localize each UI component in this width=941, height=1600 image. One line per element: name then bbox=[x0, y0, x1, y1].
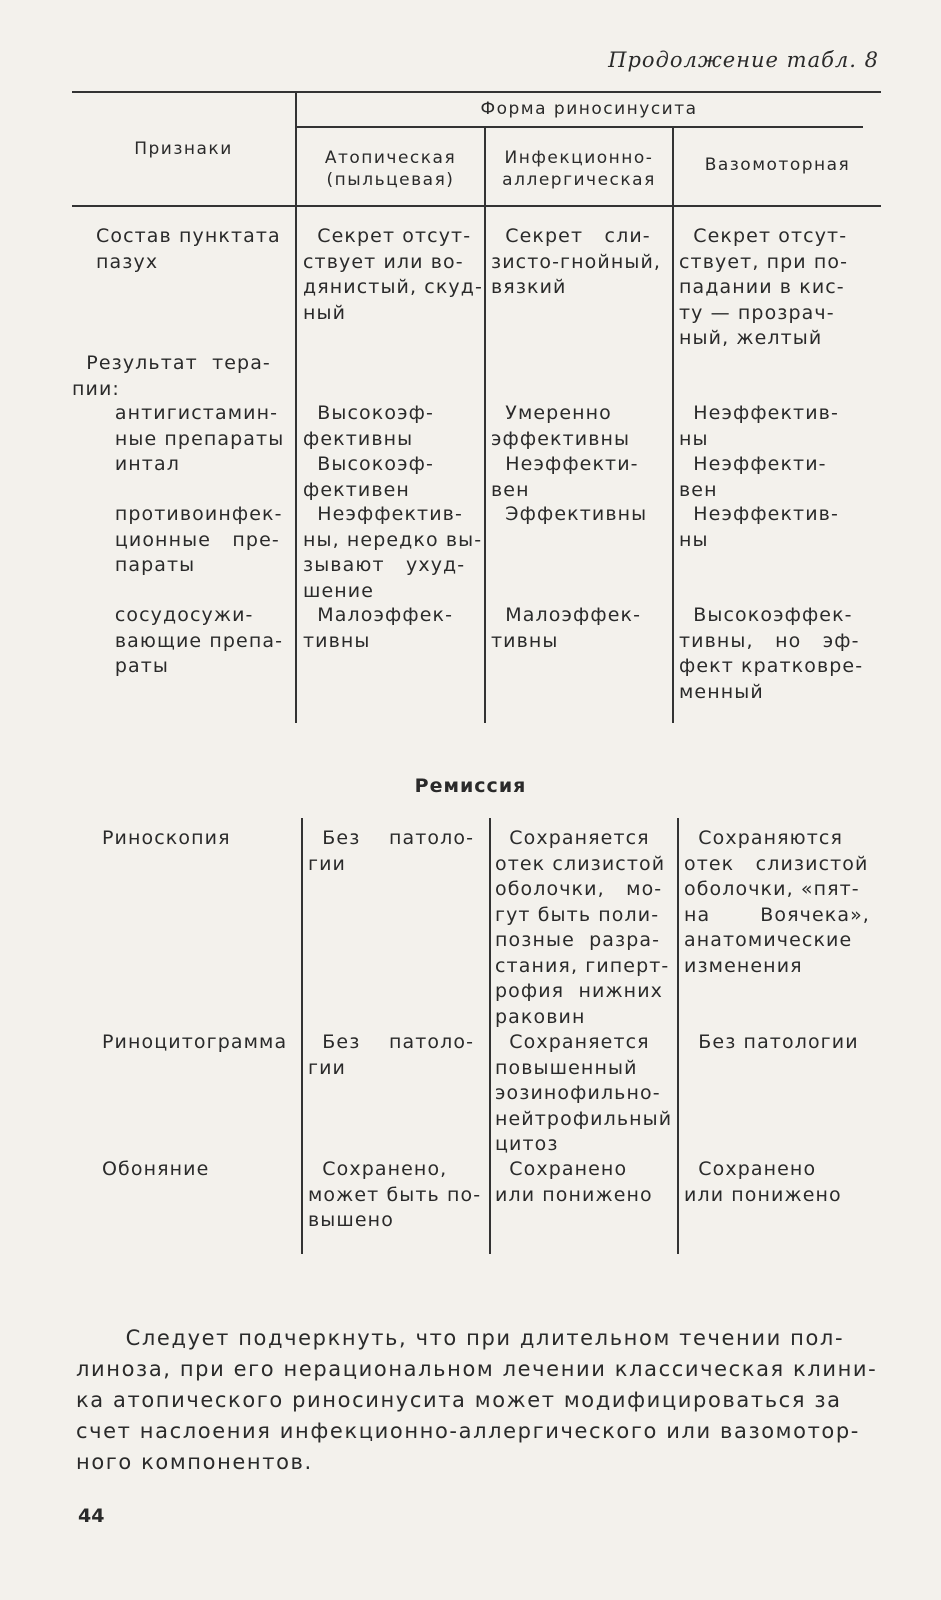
sign-vasoconstrictor: сосудосужи- вающие препа- раты bbox=[114, 604, 284, 677]
cell-infectious: Сохранено или понижено bbox=[495, 1158, 653, 1206]
cell-atopic: Высокоэф- фективны bbox=[303, 402, 434, 450]
sign-antihistamine: антигистамин- ные препараты bbox=[114, 402, 285, 450]
table-top-rule bbox=[72, 91, 881, 93]
cell-atopic: Без патоло- гии bbox=[308, 827, 475, 875]
cell-vasomotor: Сохранено или понижено bbox=[684, 1158, 842, 1206]
cell-vasomotor: Высокоэффек- тивны, но эф- фект кратковре- менный bbox=[679, 604, 864, 703]
section-title-remission: Ремиссия bbox=[414, 775, 527, 797]
header-bottom-rule bbox=[72, 205, 881, 207]
cell-infectious: Малоэффек- тивны bbox=[491, 604, 642, 652]
cell-atopic: Неэффектив- ны, нередко вы- зывают ухуд- шение bbox=[303, 503, 483, 602]
cell-infectious: Сохраняется отек слизистой оболочки, мо- гут быть поли- позные разра- стания, гиперт- рофия нижних раковин bbox=[495, 827, 670, 1028]
cell-infectious: Секрет сли- зисто-гнойный, вязкий bbox=[491, 225, 662, 298]
cell-atopic: Высокоэф- фективен bbox=[303, 453, 434, 501]
cell-vasomotor: Сохраняются отек слизистой оболочки, «пят- на Воячека», анатомические изменения bbox=[684, 827, 870, 977]
column-divider bbox=[484, 128, 486, 723]
header-signs: Признаки bbox=[134, 139, 233, 159]
cell-vasomotor: Секрет отсут- ствует, при по- падании в кис- ту — прозрач- ный, желтый bbox=[679, 225, 849, 349]
header-form: Форма риносинусита bbox=[480, 99, 698, 119]
sign-rhinoscopy: Риноскопия bbox=[102, 827, 231, 849]
cell-vasomotor: Без патологии bbox=[684, 1031, 859, 1053]
header-vasomotor: Вазомоторная bbox=[704, 155, 851, 175]
group-header-rule bbox=[295, 126, 863, 128]
sign-smell: Обоняние bbox=[102, 1158, 210, 1180]
cell-atopic: Малоэффек- тивны bbox=[303, 604, 454, 652]
cell-vasomotor: Неэффектив- ны bbox=[679, 402, 839, 450]
column-divider bbox=[489, 818, 491, 1254]
page-number: 44 bbox=[78, 1505, 105, 1527]
cell-infectious: Сохраняется повышенный эозинофильно- нейтрофильный цитоз bbox=[495, 1031, 673, 1155]
cell-atopic: Без патоло- гии bbox=[308, 1031, 475, 1079]
sign-therapy: Результат тера- пии: bbox=[72, 352, 271, 400]
table-continuation-caption: Продолжение табл. 8 bbox=[608, 48, 879, 72]
cell-atopic: Сохранено, может быть по- вышено bbox=[308, 1158, 482, 1231]
cell-infectious: Неэффекти- вен bbox=[491, 453, 639, 501]
header-atopic: Атопическая (пыльцевая) bbox=[324, 148, 457, 190]
header-infectious: Инфекционно- аллергическая bbox=[502, 148, 656, 190]
cell-infectious: Умеренно эффективны bbox=[491, 402, 631, 450]
cell-vasomotor: Неэффекти- вен bbox=[679, 453, 827, 501]
column-divider bbox=[672, 128, 674, 723]
column-divider bbox=[301, 818, 303, 1254]
sign-intal: интал bbox=[72, 453, 180, 475]
cell-vasomotor: Неэффектив- ны bbox=[679, 503, 839, 551]
cell-infectious: Эффективны bbox=[491, 503, 648, 525]
column-divider bbox=[677, 818, 679, 1254]
body-paragraph: Следует подчеркнуть, что при длительном течении пол- линоза, при его нерациональном лечении классическая клини- ка атопического риносинусита может модифицироваться за счет наслоения инфекционно-аллергического или вазомотор- ного компонентов. bbox=[76, 1326, 878, 1474]
sign-rhinocytogram: Риноцитограмма bbox=[102, 1031, 288, 1053]
sign-puncture: Состав пунктата пазух bbox=[96, 225, 281, 273]
cell-atopic: Секрет отсут- ствует или во- дянистый, скуд- ный bbox=[303, 225, 483, 324]
sign-antiinfective: противоинфек- ционные пре- параты bbox=[114, 503, 283, 576]
